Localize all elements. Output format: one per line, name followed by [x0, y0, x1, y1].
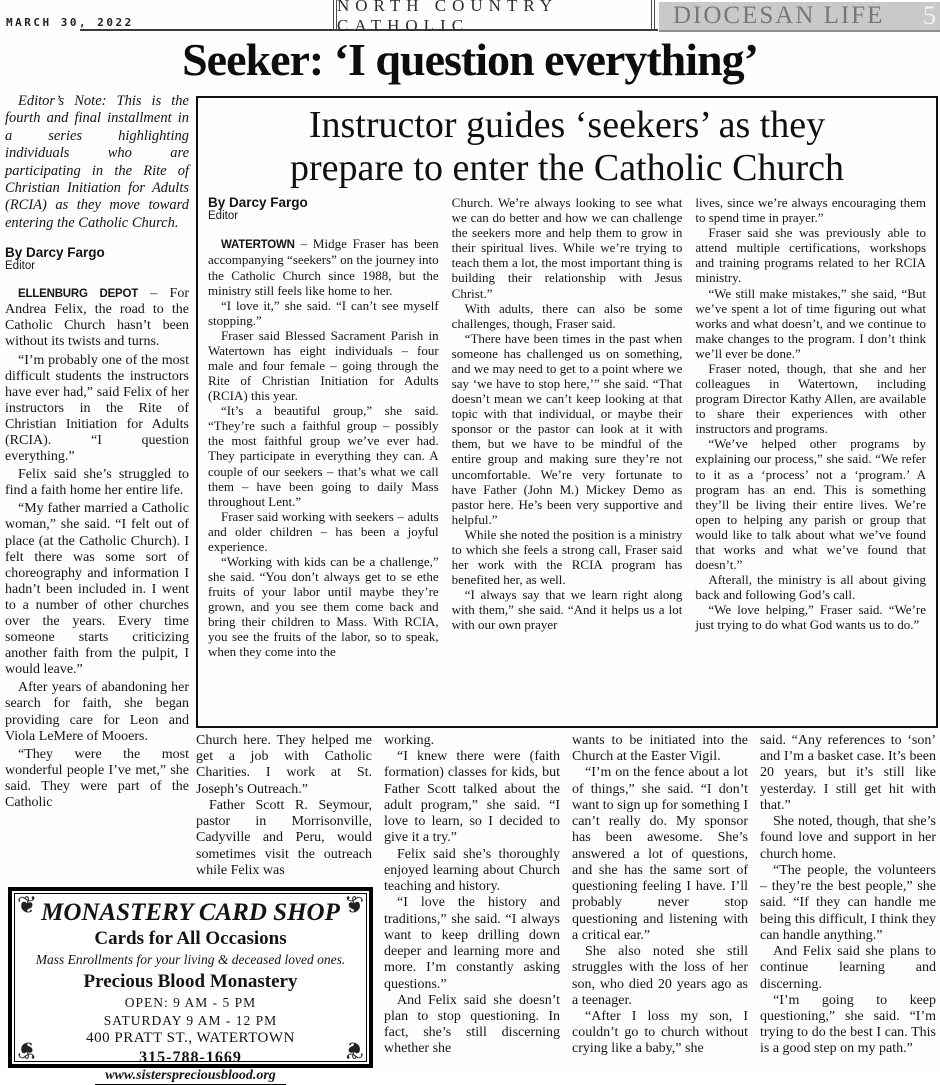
byline-role: Editor	[208, 210, 239, 223]
issue-date: MARCH 30, 2022	[6, 16, 134, 29]
ad-inner-border	[14, 893, 367, 1084]
paragraph: Felix said she’s thoroughly enjoyed learning about Church teaching and history.	[384, 846, 560, 895]
monastery-card-shop-ad	[8, 887, 373, 1084]
box-column-2	[452, 195, 683, 701]
paragraph: lives, since we’re always encouraging them to spend time in prayer.”	[695, 195, 927, 226]
page-number: 5	[923, 1, 936, 30]
floral-ornament-icon: ❦	[17, 893, 38, 919]
paragraph: “I love it,” she said. “I can’t see myself stopping.”	[208, 297, 439, 328]
paragraph: Church here. They helped me get a job with Catholic Charities. I work at St. Joseph’s Outreach.”	[196, 733, 372, 797]
paragraph: said. “Any references to ‘son’ and I’m a basket case. It’s been 20 years, but it’s still like yesterday. I still get hit with that.”	[760, 733, 936, 813]
paragraph: “I’m probably one of the most difficult students the instructors have ever had,” said Felix of her instructors in the Rite of Christian Initiation for Adults (RCIA). “I question everything.”	[5, 352, 189, 465]
paragraph: “The people, the volunteers – they’re the best people,” she said. “If they can handle me being this difficult, I think they can handle anything.”	[760, 862, 936, 943]
byline	[208, 195, 439, 222]
paragraph: Fraser said working with seekers – adults and older children – has been a joyful experience.	[208, 508, 439, 554]
editors-note: Editor’s Note: This is the fourth and final installment in a series highlighting individuals who are participating in the Rite of Christian Initiation for Adults (RCIA) as they move toward entering the Catholic Church.	[5, 93, 189, 231]
byline-author: By Darcy Fargo	[208, 195, 308, 211]
paragraph: Church. We’re always looking to see what we can do better and how we can challenge the seekers more and help them to grow in their spiritual lives. While we’re trying to teach them a lot, the most important thing is building their relationship with Jesus Christ.”	[451, 195, 683, 301]
ad-hours-weekday: OPEN: 9 AM - 5 PM	[124, 995, 257, 1010]
paragraph: “Working with kids can be a challenge,” she said. “You don’t always get to se ethe fruits of your labor until maybe they’re grown, and you see them come back and bring their children to Mass. With RCIA, you see the fruits of the labor, so to speak, when they come into the	[208, 553, 439, 660]
paragraph: Fraser said she was previously able to attend multiple certifications, workshops and training programs related to her RCIA ministry.	[695, 225, 927, 286]
paragraph: working.	[384, 733, 435, 748]
main-headline: Seeker: ‘I question everything’	[182, 34, 758, 85]
headline-line-2: prepare to enter the Catholic Church	[290, 146, 844, 189]
left-column	[5, 93, 189, 879]
ad-address: 400 PRATT ST., WATERTOWN	[86, 1030, 295, 1047]
paragraph: Felix said she’s struggled to find a faith home her entire life.	[5, 467, 189, 499]
masthead-title: NORTH COUNTRY CATHOLIC	[333, 0, 655, 31]
boxed-article-headline	[208, 104, 926, 189]
boxed-article-columns	[208, 195, 926, 701]
paragraph: She noted, though, that she’s found love and support in her church home.	[760, 814, 936, 862]
continuation-column-2	[384, 733, 560, 1071]
dateline: WATERTOWN	[221, 239, 295, 252]
floral-ornament-icon: ❦	[343, 1036, 364, 1062]
paragraph: Fraser said Blessed Sacrament Parish in Watertown has eight individuals – four male and four female – going through the Rite of Christian Initiation for Adults (RCIA) this year.	[208, 327, 439, 404]
paragraph-text: – For Andrea Felix, the road to the Catholic Church hasn’t been without its twists and turns.	[5, 286, 189, 350]
continuation-column-4	[760, 733, 936, 1071]
ad-hours-saturday: SATURDAY 9 AM - 12 PM	[103, 1012, 278, 1028]
paragraph: “They were the most wonderful people I’ve met,” she said. They were part of the Catholic	[5, 746, 189, 811]
ad-tagline: Mass Enrollments for your living & deceased loved ones.	[35, 952, 346, 967]
paragraph: “I knew there were (faith formation) classes for kids, but Father Scott talked about the adult program,” she said. “I love to learn, so I decided to give it a try.”	[384, 749, 560, 846]
paragraph: Father Scott R. Seymour, pastor in Morrisonville, Cadyville and Peru, would sometimes visit the outreach while Felix was	[196, 797, 372, 878]
paragraph: While she noted the position is a ministry to which she feels a strong call, Fraser said her work with the RCIA program has benefited her, as well.	[451, 526, 683, 588]
paragraph: And Felix said she doesn’t plan to stop questioning. In fact, she’s still discerning whether she	[384, 992, 560, 1057]
section-banner	[659, 2, 940, 32]
dateline: ELLENBURG DEPOT	[18, 288, 139, 301]
paragraph	[5, 286, 189, 350]
headline-line-1: Instructor guides ‘seekers’ as they	[308, 104, 826, 146]
page-header	[0, 0, 940, 33]
paragraph: And Felix said she plans to continue learning and discerning.	[760, 944, 936, 992]
ad-subtitle: Cards for All Occasions	[94, 928, 287, 949]
paragraph: With adults, there can also be some challenges, though, Fraser said.	[451, 300, 683, 331]
paragraph	[208, 236, 439, 298]
paragraph: She also noted she still struggles with the loss of her son, who died 20 years ago as a teenager.	[572, 944, 748, 1008]
paragraph: “We love helping,” Fraser said. “We’re just trying to do what God wants us to do.”	[695, 602, 927, 633]
byline-author: By Darcy Fargo	[5, 245, 105, 261]
ad-website-url	[21, 1068, 360, 1084]
ad-website-text: www.sisterspreciousblood.org	[95, 1068, 286, 1085]
paragraph: “I always say that we learn right along with them,” she said. “And it helps us a lot with our own prayer	[451, 587, 683, 633]
byline-role: Editor	[5, 260, 36, 273]
box-column-1	[208, 195, 439, 701]
section-title: DIOCESAN LIFE	[673, 2, 885, 29]
continuation-column-3	[572, 733, 748, 1071]
paragraph: “I love the history and traditions,” she said. “I always want to keep drilling down deeper and learning more and more. I’m constantly asking questions.”	[384, 895, 560, 992]
paragraph: Afterall, the ministry is all about giving back and following God’s call.	[695, 572, 927, 603]
floral-ornament-icon: ❦	[343, 893, 364, 919]
byline	[5, 245, 189, 272]
paragraph: After years of abandoning her search for faith, she began providing care for Leon and Viola LeMere of Mooers.	[5, 680, 189, 744]
paragraph: “I’m going to keep questioning,” she said. “I’m trying to do the best I can. This is a good step on my path.”	[760, 992, 936, 1057]
paragraph: “It’s a beautiful group,” she said. “They’re such a faithful group – possibly the most faithful group we’ve ever had. They participate in everything they can. A couple of our seekers – that’s what we call them – have been going to daily Mass throughout Lent.”	[208, 403, 439, 509]
paragraph: wants to be initiated into the Church at the Easter Vigil.	[572, 733, 748, 765]
paragraph: “There have been times in the past when someone has challenged us on something, and we may need to get to a point where we say ‘we have to stop here,’” she said. “That doesn’t mean we can’t keep looking at that topic with that individual, or maybe their sponsor or the pastor can look at it with them, but we have to be mindful of the entire group and making sure they’re not uncomfortable. We’re very fortunate to have Father (John M.) Mickey Demo as pastor here. He’s been very supportive and helpful.”	[451, 330, 683, 527]
paragraph: Fraser noted, though, that she and her colleagues in Watertown, including program Director Kathy Allen, are available to share their experiences with other instructors and programs.	[695, 360, 927, 437]
paragraph: “We’ve helped other programs by explaining our process,” she said. “We refer to it as a ‘process’ not a ‘program.’ A program has an end. This is something they’ll be living their entire lives. We’re open to helping any parish or group that would like to talk about what we’ve found that works and what we’ve found that doesn’t.”	[695, 436, 927, 572]
ad-title: MONASTERY CARD SHOP	[41, 899, 340, 926]
paragraph: “My father married a Catholic woman,” she said. “I felt out of place (at the Catholic Church). I felt there was some sort of choreography and information I hadn’t been included in. I went to a number of other churches over the years. Every time someone starts criticizing another faith from the pulpit, I would leave.”	[5, 501, 189, 678]
box-column-3	[695, 195, 926, 701]
floral-ornament-icon: ❦	[17, 1036, 38, 1062]
ad-business-name: Precious Blood Monastery	[83, 971, 298, 992]
paragraph: “We still make mistakes,” she said, “But we’ve spent a lot of time figuring out what works and what doesn’t, and we continue to make changes to the program. I don’t think we’ll ever be done.”	[695, 285, 927, 361]
boxed-article	[196, 96, 938, 728]
paragraph: “I’m on the fence about a lot of things,” she said. “I don’t want to sign up for something I can’t really do. My sponsor has been awesome. She’s answered a lot of questions, and she has the same sort of questioning feeling I have. I’ll probably never stop questioning and listening with a critical ear.”	[572, 765, 748, 943]
paragraph: “After I loss my son, I couldn’t go to church without crying like a baby,” she	[572, 1008, 748, 1057]
ad-phone-number: 315-788-1669	[139, 1049, 242, 1067]
paragraph-text: – Midge Fraser has been accompanying “seekers” on the journey into the Catholic Church since 1988, but the ministry still feels like home to her.	[208, 236, 439, 298]
